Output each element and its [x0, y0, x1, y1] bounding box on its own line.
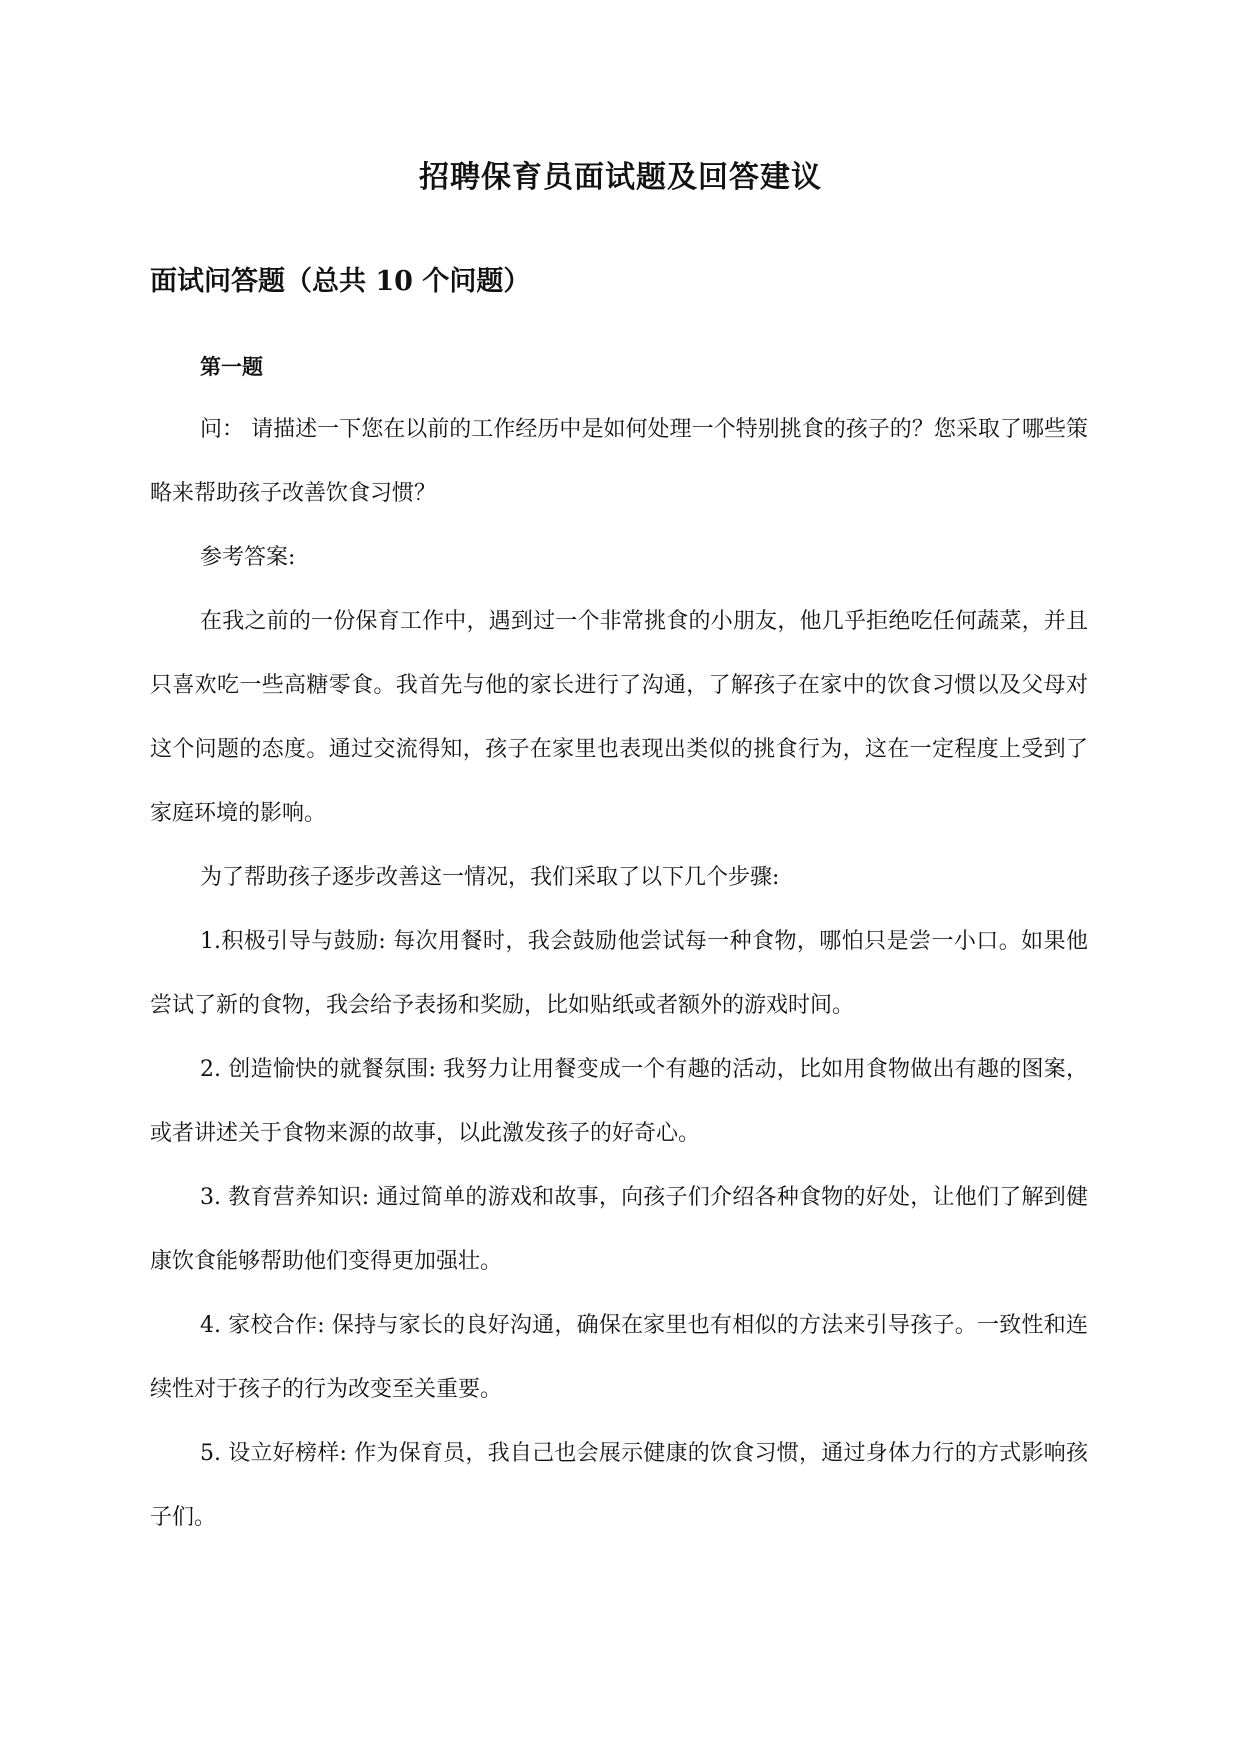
question-heading: 第一题: [200, 354, 263, 379]
step-item: 3. 教育营养知识: 通过简单的游戏和故事，向孩子们介绍各种食物的好处，让他们了解到健康饮食能够帮助他们变得更加强壮。: [150, 1185, 1088, 1274]
step-item: 2. 创造愉快的就餐氛围: 我努力让用餐变成一个有趣的活动，比如用食物做出有趣的图案，或者讲述关于食物来源的故事，以此激发孩子的好奇心。: [150, 1057, 1088, 1146]
steps-intro-paragraph: 为了帮助孩子逐步改善这一情况，我们采取了以下几个步骤:: [200, 865, 780, 890]
document-title: 招聘保育员面试题及回答建议: [419, 160, 822, 195]
question-paragraph: 问： 请描述一下您在以前的工作经历中是如何处理一个特别挑食的孩子的？您采取了哪些策略来帮助孩子改善饮食习惯？: [150, 417, 1088, 506]
step-item: 4. 家校合作: 保持与家长的良好沟通，确保在家里也有相似的方法来引导孩子。一致性和连续性对于孩子的行为改变至关重要。: [150, 1313, 1088, 1402]
answer-paragraph: 在我之前的一份保育工作中，遇到过一个非常挑食的小朋友，他几乎拒绝吃任何蔬菜，并且只喜欢吃一些高糖零食。我首先与他的家长进行了沟通，了解孩子在家中的饮食习惯以及父母对这个问题的态度。通过交流得知，孩子在家里也表现出类似的挑食行为，这在一定程度上受到了家庭环境的影响。: [150, 609, 1088, 826]
section-heading: 面试问答题（总共 10 个问题）: [150, 266, 531, 297]
step-item: 5. 设立好榜样: 作为保育员，我自己也会展示健康的饮食习惯，通过身体力行的方式影响孩子们。: [150, 1441, 1088, 1530]
reference-answer-label: 参考答案:: [200, 545, 296, 570]
step-item: 1.积极引导与鼓励: 每次用餐时，我会鼓励他尝试每一种食物，哪怕只是尝一小口。如果他尝试了新的食物，我会给予表扬和奖励，比如贴纸或者额外的游戏时间。: [150, 929, 1088, 1018]
